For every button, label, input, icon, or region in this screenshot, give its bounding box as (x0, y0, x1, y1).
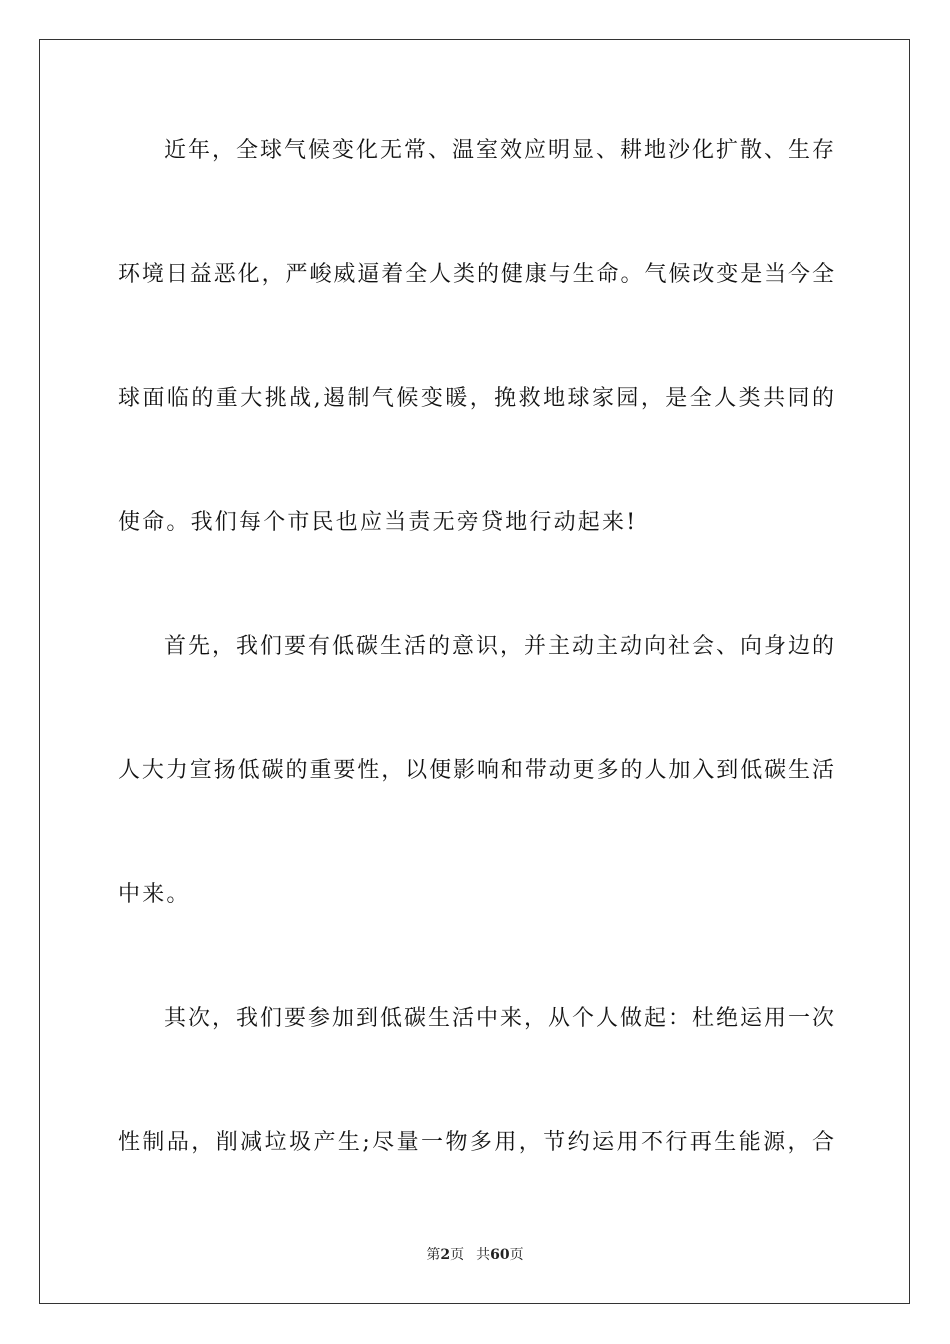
page-footer (0, 1246, 950, 1264)
footer-page-suffix: 页 (450, 1247, 465, 1263)
text-line-4: 使命。我们每个市民也应当责无旁贷地行动起来! (118, 510, 638, 535)
footer-page-number: 2 (440, 1247, 451, 1263)
footer-total-prefix: 共 (476, 1247, 491, 1263)
text-line-8: 其次，我们要参加到低碳生活中来，从个人做起：杜绝运用一次 (164, 1006, 834, 1031)
footer-total-pages: 60 (490, 1247, 510, 1263)
text-line-3: 球面临的重大挑战,遏制气候变暖，挽救地球家园，是全人类共同的 (118, 386, 834, 411)
text-line-1: 近年，全球气候变化无常、温室效应明显、耕地沙化扩散、生存 (164, 138, 834, 163)
text-line-7: 中来。 (118, 882, 191, 907)
text-line-2: 环境日益恶化，严峻威逼着全人类的健康与生命。气候改变是当今全 (118, 262, 834, 287)
footer-total-suffix: 页 (509, 1247, 524, 1263)
text-line-9: 性制品，削减垃圾产生;尽量一物多用，节约运用不行再生能源，合 (118, 1130, 834, 1155)
page-border (39, 39, 910, 1304)
text-line-5: 首先，我们要有低碳生活的意识，并主动主动向社会、向身边的 (164, 634, 834, 659)
text-line-6: 人大力宣扬低碳的重要性，以便影响和带动更多的人加入到低碳生活 (118, 758, 834, 783)
footer-page-prefix: 第 (426, 1247, 441, 1263)
